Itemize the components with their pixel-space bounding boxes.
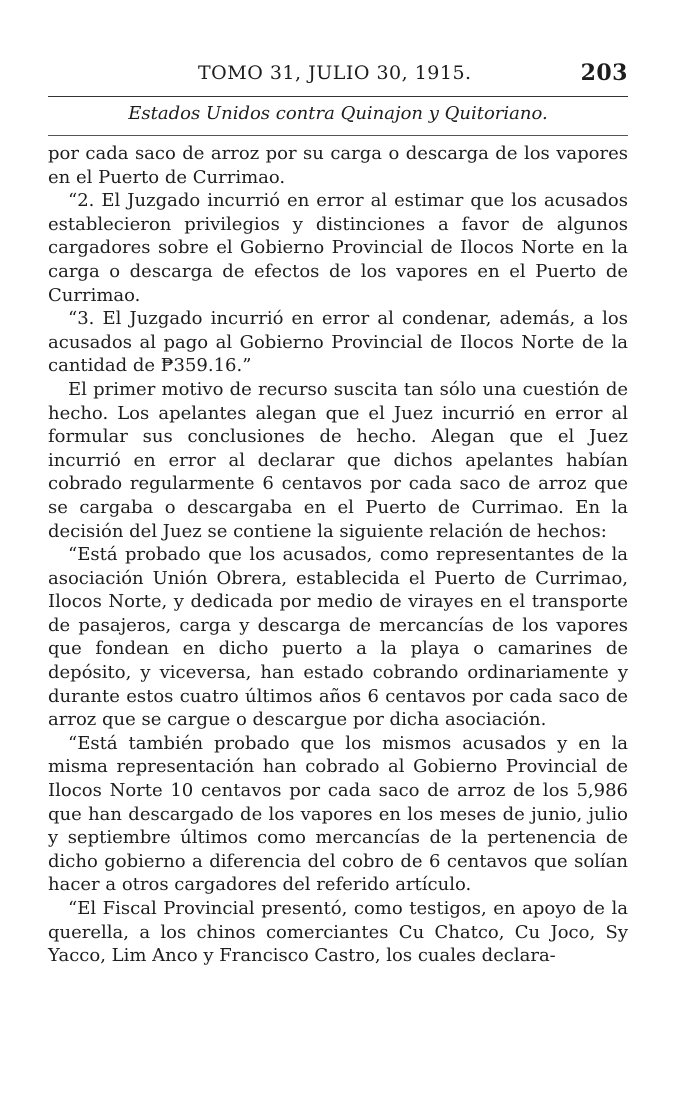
paragraph: “2. El Juzgado incurrió en error al estimar que los acusados establecieron privilegios y distinciones a favor de algunos cargadores sobre el Gobierno Provincial de Ilocos Norte en la carga o descarga de efectos de los vapores en el Puerto de Currimao.: [48, 190, 628, 306]
volume-title: TOMO 31, JULIO 30, 1915.: [198, 62, 472, 84]
paragraph: por cada saco de arroz por su carga o descarga de los vapores en el Puerto de Currimao.: [48, 143, 628, 188]
paragraph: El primer motivo de recurso suscita tan sólo una cuestión de hecho. Los apelantes alegan que el Juez incurrió en error al formular sus conclusiones de hecho. Alegan que el Juez incurrió en error al declarar que dichos apelantes habían cobrado regularmente 6 centavos por cada saco de arroz que se cargaba o descargaba en el Puerto de Currimao. En la decisión del Juez se contiene la siguiente relación de hechos:: [48, 378, 628, 542]
body-text: [48, 142, 628, 968]
header-rule: [48, 96, 628, 97]
paragraph: “3. El Juzgado incurrió en error al condenar, además, a los acusados al pago al Gobierno Provincial de Ilocos Norte de la cantidad de ₱359.16.”: [48, 308, 628, 377]
page-header: [48, 60, 628, 94]
page-number: 203: [580, 60, 628, 86]
paragraph: “El Fiscal Provincial presentó, como testigos, en apoyo de la querella, a los chinos comerciantes Cu Chatco, Cu Joco, Sy Yacco, Lim Anco y Francisco Castro, los cuales declara-: [48, 898, 628, 967]
running-head: Estados Unidos contra Quinajon y Quitoriano.: [128, 103, 548, 124]
paragraph: “Está probado que los acusados, como representantes de la asociación Unión Obrera, establecida el Puerto de Currimao, Ilocos Norte, y dedicada por medio de virayes en el transporte de pasajeros, carga y descarga de mercancías de los vapores que fondean en dicho puerto a la playa o camarines de depósito, y viceversa, han estado cobrando ordinariamente y durante estos cuatro últimos años 6 centavos por cada saco de arroz que se cargue o descargue por dicha asociación.: [48, 544, 628, 731]
running-head-rule: [48, 135, 628, 136]
paragraph: “Está también probado que los mismos acusados y en la misma representación han cobrado al Gobierno Provincial de Ilocos Norte 10 centavos por cada saco de arroz de los 5,986 que han descargado de los vapores en los meses de junio, julio y septiembre últimos como mercancías de la pertenencia de dicho gobierno a diferencia del cobro de 6 centavos que solían hacer a otros cargadores del referido artículo.: [48, 732, 628, 896]
